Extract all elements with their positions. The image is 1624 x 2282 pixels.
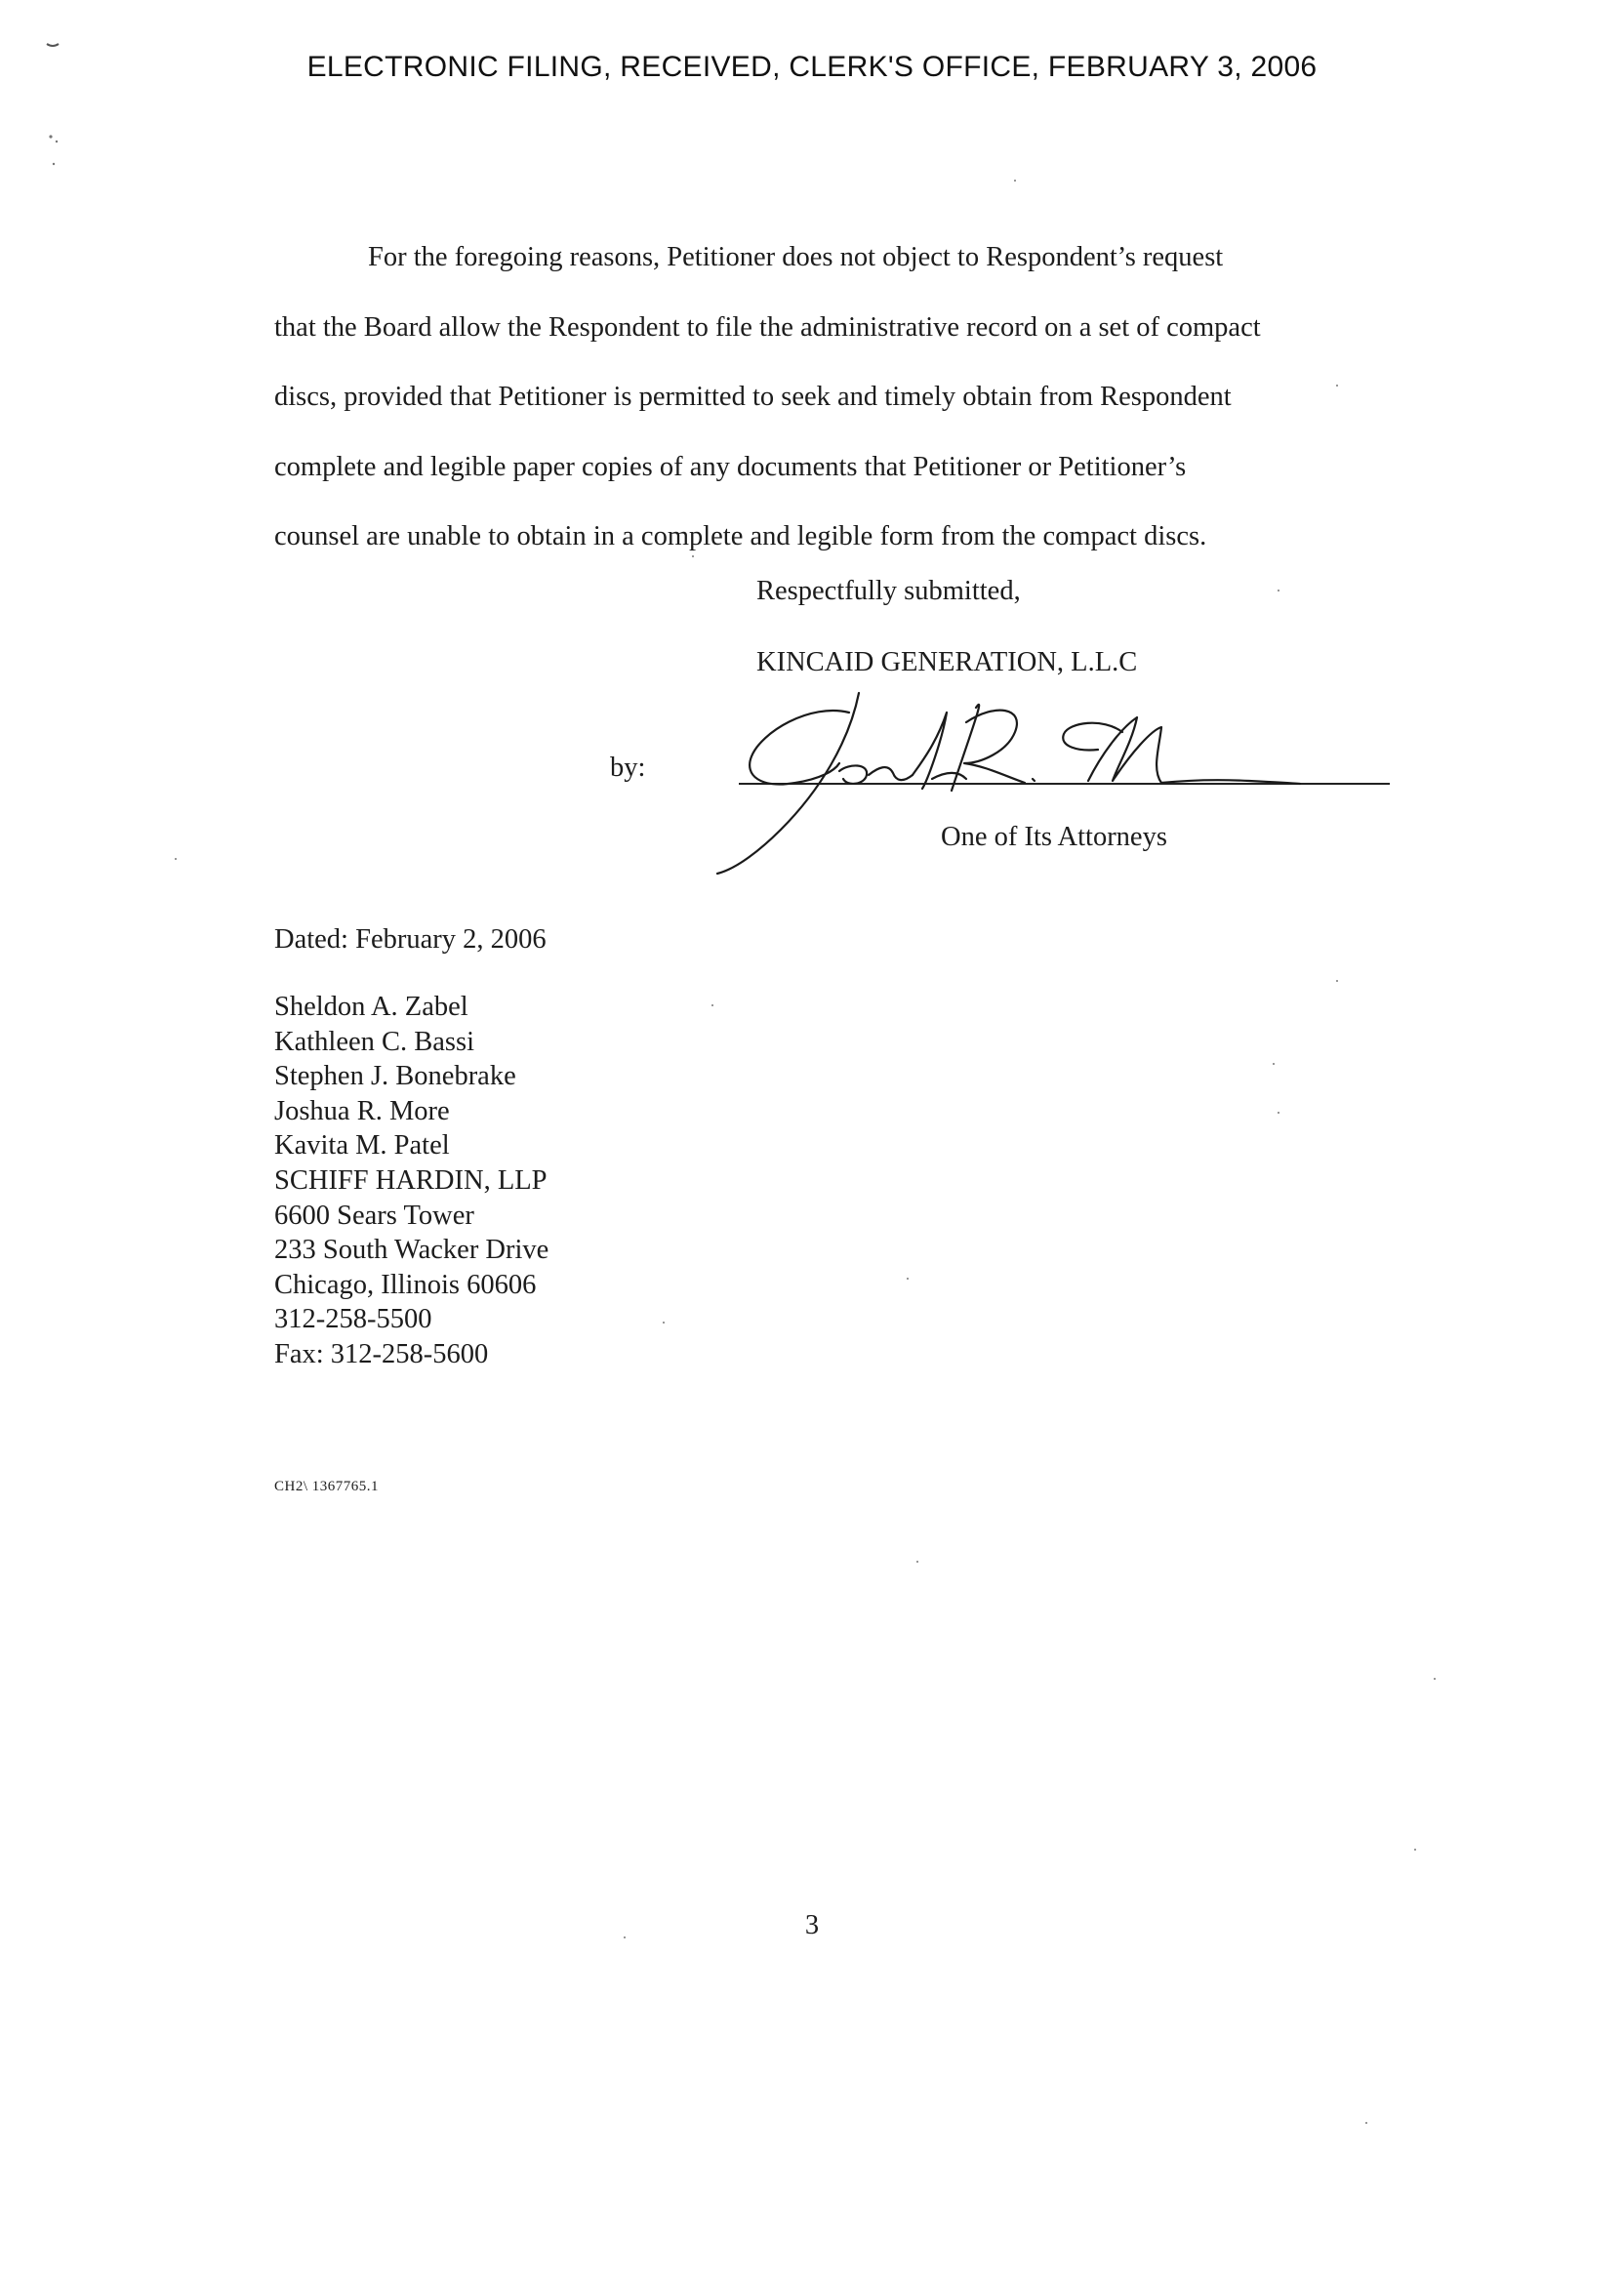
counsel-block (274, 990, 548, 1372)
signatory-role: One of Its Attorneys (941, 822, 1167, 852)
body-line: counsel are unable to obtain in a complete and legible form from the compact discs. (274, 521, 1207, 551)
body-line: complete and legible paper copies of any documents that Petitioner or Petitioner’s (274, 451, 1187, 482)
closing-salutation: Respectfully submitted, (756, 576, 1021, 606)
counsel-line: Joshua R. More (274, 1095, 450, 1126)
firm-name: KINCAID GENERATION, L.L.C (756, 647, 1138, 677)
counsel-line: Kathleen C. Bassi (274, 1026, 475, 1057)
counsel-line: Fax: 312-258-5600 (274, 1338, 489, 1369)
filing-stamp: ELECTRONIC FILING, RECEIVED, CLERK'S OFFICE, FEBRUARY 3, 2006 (306, 51, 1318, 83)
page-number: 3 (804, 1910, 820, 1940)
body-line: For the foregoing reasons, Petitioner does not object to Respondent’s request (368, 242, 1224, 272)
counsel-line: 233 South Wacker Drive (274, 1235, 549, 1266)
date-line: Dated: February 2, 2006 (274, 924, 547, 955)
counsel-line: 312-258-5500 (274, 1304, 432, 1335)
body-paragraph (274, 223, 1377, 572)
body-line: that the Board allow the Respondent to file the administrative record on a set of compact (274, 311, 1261, 343)
counsel-line: 6600 Sears Tower (274, 1200, 474, 1231)
document-id: CH2\ 1367765.1 (274, 1479, 380, 1494)
counsel-line: Stephen J. Bonebrake (274, 1061, 516, 1092)
counsel-line: Chicago, Illinois 60606 (274, 1269, 537, 1300)
counsel-line: Sheldon A. Zabel (274, 992, 468, 1022)
counsel-line: SCHIFF HARDIN, LLP (274, 1164, 548, 1196)
body-line: discs, provided that Petitioner is permitted to seek and timely obtain from Respondent (274, 382, 1232, 412)
counsel-line: Kavita M. Patel (274, 1130, 450, 1161)
by-label: by: (610, 753, 646, 783)
